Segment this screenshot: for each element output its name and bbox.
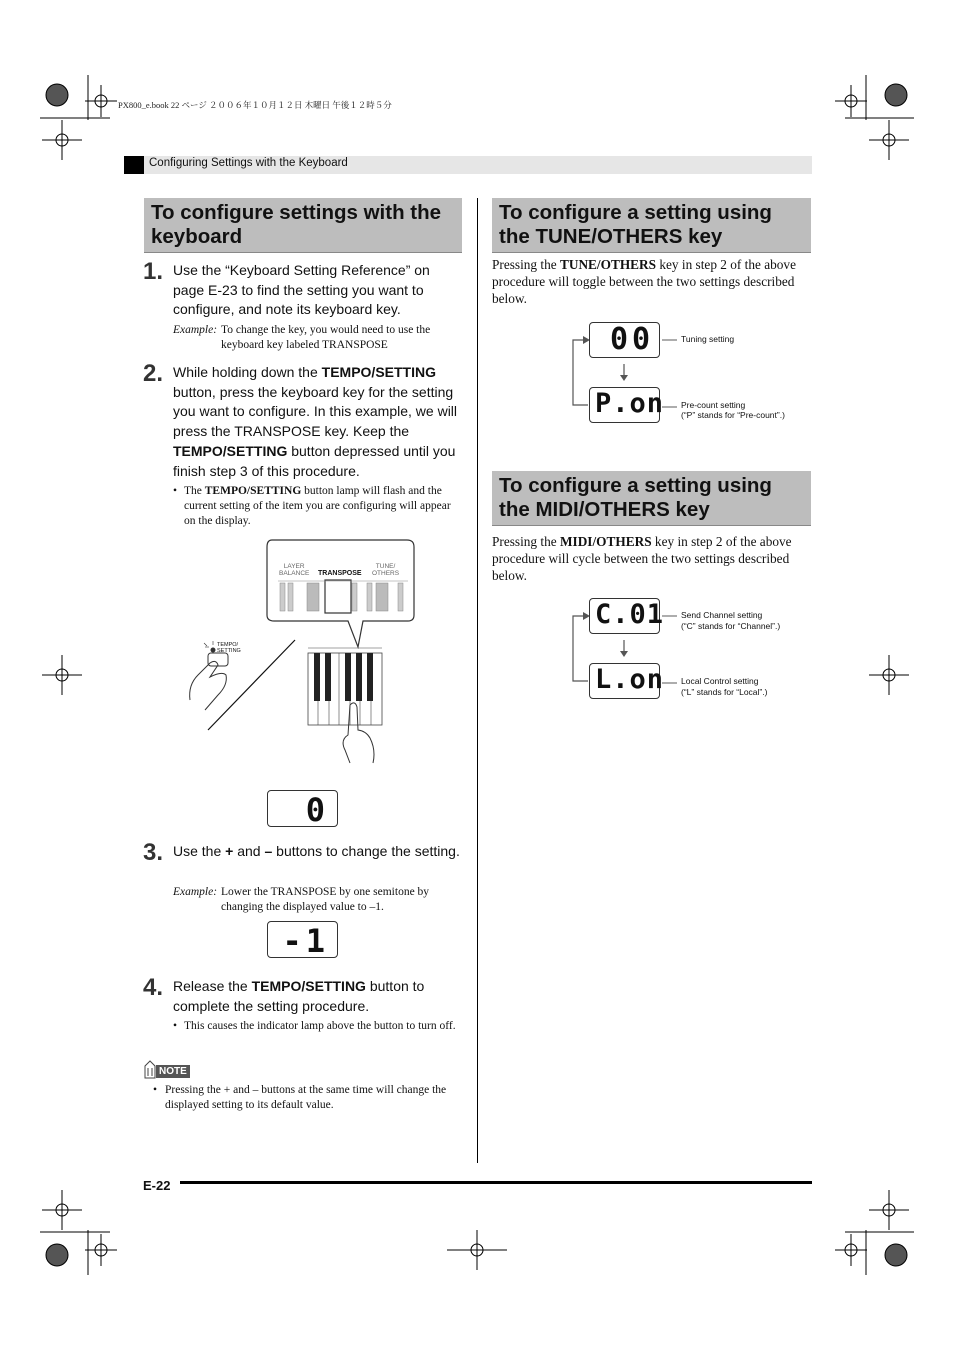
page-number: E-22: [143, 1178, 171, 1193]
tune-others-bold: TUNE/OTHERS: [559, 257, 657, 272]
step-4-bullet-text: This causes the indicator lamp above the button to turn off.: [184, 1020, 456, 1032]
section-header-title: Configuring Settings with the Keyboard: [149, 157, 348, 169]
local-control-display: [589, 663, 665, 699]
step-3-text: [173, 842, 463, 862]
note-bullet: • Pressing the + and – buttons at the same time will change the displayed setting to its default value.: [153, 1083, 463, 1113]
tempo-setting-label-2: TEMPO/SETTING: [173, 442, 288, 459]
precount-display: [589, 387, 665, 423]
step-2-text: [173, 363, 463, 481]
bullet-bold: TEMPO/SETTING: [204, 485, 302, 497]
send-channel-caption-2: (“C” stands for “Channel”.): [681, 621, 781, 631]
midi-desc-part1: Pressing the: [492, 534, 560, 549]
step-4-bullet: • This causes the indicator lamp above the button to turn off.: [173, 1019, 463, 1034]
note-text: Pressing the + and – buttons at the same time will change the displayed setting to its default value.: [165, 1084, 447, 1111]
step-2-number: 2.: [143, 360, 164, 387]
tempo-setting-label: TEMPO/SETTING: [321, 364, 436, 380]
step-3-part2: and: [233, 843, 265, 859]
midi-others-bold: MIDI/OTHERS: [559, 534, 652, 549]
step-1-example-text: To change the key, you would need to use the keyboard key labeled TRANSPOSE: [221, 324, 431, 351]
tuning-display: [589, 322, 660, 358]
transpose-label: TRANSPOSE: [318, 570, 362, 577]
display-0: [267, 790, 338, 827]
tune-others-label: TUNE/ OTHERS: [372, 563, 400, 577]
precount-caption-2: (“P” stands for “Pre-count”.): [681, 410, 785, 420]
tempo-setting-label: TEMPO/ SETTING: [217, 642, 241, 654]
note-badge: NOTE: [156, 1065, 190, 1078]
local-control-caption-1: Local Control setting: [681, 676, 759, 686]
tempo-setting-label-3: TEMPO/SETTING: [251, 978, 366, 994]
send-channel-display: [589, 598, 665, 634]
send-channel-display-value: C.01: [595, 599, 665, 630]
step-3-number: 3.: [143, 839, 164, 866]
precount-caption-1: Pre-count setting: [681, 400, 746, 410]
send-channel-caption-1: Send Channel setting: [681, 610, 763, 620]
step-3-example-text: Lower the TRANSPOSE by one semitone by changing the displayed value to –1.: [221, 886, 430, 913]
step-2-bullet: • The TEMPO/SETTING button lamp will flash and the current setting of the item you are configuring will appear on the display.: [173, 485, 451, 527]
step-4-part2: button to complete the setting procedure.: [173, 978, 425, 1014]
local-control-caption-2: (“L” stands for “Local”.): [681, 687, 768, 697]
display-minus-1: [267, 921, 338, 958]
layer-balance-label: LAYER BALANCE: [279, 563, 310, 577]
tune-section-title: To configure a setting using the TUNE/OTHERS key: [492, 198, 811, 253]
display-0-value: 0: [305, 791, 329, 829]
bullet-part2: button lamp will flash and the current setting of the item you are configuring will appear on the display.: [184, 485, 451, 527]
step-4-text: [173, 977, 463, 1016]
file-info: PX800_e.book 22 ページ ２００６年１０月１２日 木曜日 午後１２時５分: [118, 100, 392, 110]
precount-display-value: P.on: [595, 388, 665, 419]
tune-desc-part1: Pressing the: [492, 257, 560, 272]
minus-label: –: [264, 843, 273, 859]
step-1-example-label: Example:: [173, 324, 218, 336]
step-2-text-part3: button depressed until you finish step 3 of this procedure.: [173, 442, 456, 479]
step-3-part1: Use the: [173, 843, 226, 859]
tune-description: [492, 256, 812, 307]
tuning-caption: Tuning setting: [681, 334, 735, 344]
footer-rule: [180, 1181, 812, 1184]
midi-desc-part2: key in step 2 of the above procedure will cycle between the two settings described below.: [492, 534, 792, 583]
step-3-part3: buttons to change the setting.: [272, 843, 460, 859]
section-header-marker: [124, 156, 144, 174]
plus-label: +: [225, 843, 234, 859]
step-4-part1: Release the: [173, 978, 252, 994]
step-1-number: 1.: [143, 258, 164, 285]
step-2-text-part1: While holding down the: [173, 364, 322, 380]
left-section-title: To configure settings with the keyboard: [144, 198, 462, 253]
tune-desc-part2: key in step 2 of the above procedure will toggle between the two settings described below.: [492, 257, 796, 306]
note-icon: [143, 1060, 157, 1080]
tuning-display-value: 00: [610, 322, 655, 357]
step-1-text: Use the “Keyboard Setting Reference” on page E-23 to find the setting you want to configure, and note its keyboard key.: [173, 262, 430, 318]
step-3-example-label: Example:: [173, 886, 218, 898]
step-4-number: 4.: [143, 974, 164, 1001]
midi-description: [492, 533, 812, 584]
bullet-part1: The: [184, 485, 205, 497]
display-minus-1-value: -1: [282, 922, 329, 960]
local-control-display-value: L.on: [595, 664, 665, 695]
step-2-text-part2: button, press the keyboard key for the setting you want to configure. In this example, we will press the TRANSPOSE key. Keep the: [173, 383, 458, 440]
column-divider: [477, 198, 478, 1163]
midi-section-title: To configure a setting using the MIDI/OTHERS key: [492, 471, 811, 526]
